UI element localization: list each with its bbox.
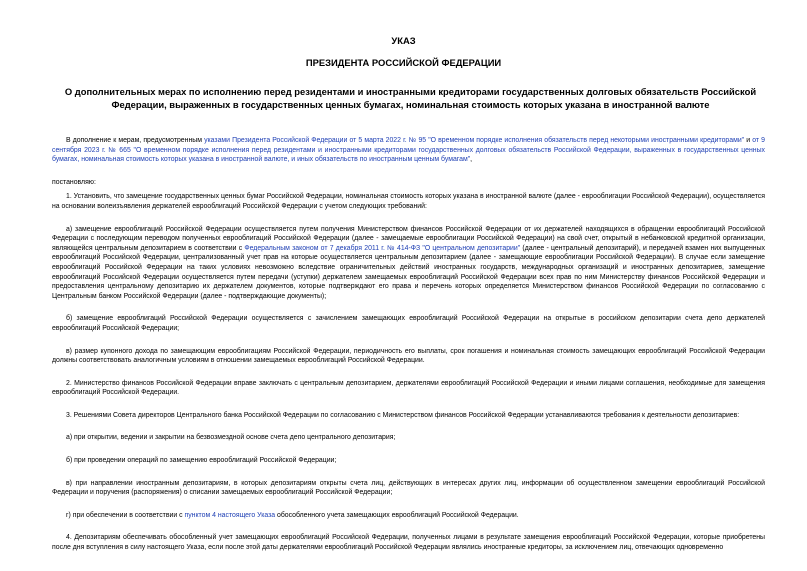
intro-text-2: и <box>744 137 753 144</box>
paragraph-3b: б) при проведении операций по замещению еврооблигаций Российской Федерации; <box>66 457 337 465</box>
link-decree-665[interactable]: от 9 сентября 2023 г. № 665 "О временном порядке исполнения перед резидентами и иностранными кредиторами государственных долговых обязательств Российской Федерации, выраженных в государственных ценных бумагах, номинальная стоимость которых указана в иностранной валюте, и иных обязательств по иностранным ценным бумагам" <box>52 137 765 164</box>
link-point-4[interactable]: пунктом 4 настоящего Указа <box>184 511 276 519</box>
paragraph-1a-text-2: (далее - центральный депозитарий), и передачей взамен них выпущенных еврооблигаций Российской Федерации, централизованный учет прав на которые осуществляется центральным депозитарием (далее - замещающие еврооблигации Российской Федерации). В случае если замещение еврооблигаций Российской Федерации на таких условиях невозможно вследствие ограничительных действий иностранных государств, международных организаций и иностранных депозитариев, замещение еврооблигаций Российской Федерации осуществляется путем передачи (уступки) держателем замещаемых еврооблигаций Российской Федерации всех прав по ним Министерству финансов Российской Федерации и предоставления центральному депозитарию их держателем документов, которые подтверждают его права и перечень которых определяется Министерством финансов Российской Федерации по согласованию с Центральным банком Российской Федерации (далее - подтверждающие документы); <box>52 244 765 300</box>
doc-subtitle: ПРЕЗИДЕНТА РОССИЙСКОЙ ФЕДЕРАЦИИ <box>305 57 502 68</box>
paragraph-3g-text-2: обособленного учета замещающих еврооблигаций Российской Федерации. <box>275 511 519 519</box>
paragraph-1c: в) размер купонного дохода по замещающим еврооблигациям Российской Федерации, периодичность его выплаты, срок погашения и номинальная стоимость замещающих еврооблигаций Российской Федерации должны соответствовать аналогичным условиям в отношении замещаемых еврооблигаций Российской Федерации. <box>52 347 765 365</box>
doc-title: УКАЗ <box>391 35 416 46</box>
link-federal-law-414[interactable]: Федеральным законом от 7 декабря 2011 г. № 414-ФЗ "О центральном депозитарии" <box>244 244 521 252</box>
paragraph-3c: в) при направлении иностранным депозитариям, в которых депозитариям открыты счета лиц, действующих в интересах других лиц, информации об осуществленном замещении еврооблигаций Российской Федерации и поручения (распоряжения) о списании замещаемых еврооблигаций Российской Федерации; <box>52 479 765 497</box>
doc-heading: О дополнительных мерах по исполнению перед резидентами и иностранными кредиторами государственных долговых обязательств Российской Федерации, выраженных в государственных ценных бумагах, номинальная стоимость которых указана в иностранной валюте <box>64 86 757 110</box>
paragraph-3a: а) при открытии, ведении и закрытии на безвозмездной основе счета депо центрального депозитария; <box>66 434 396 442</box>
intro-paragraph <box>52 136 765 165</box>
paragraph-3g <box>52 511 765 521</box>
doc-body <box>52 136 765 566</box>
link-decree-95[interactable]: указами Президента Российской Федерации от 5 марта 2022 г. № 95 "О временном порядке исполнения обязательств перед некоторыми иностранными кредиторами" <box>204 137 745 144</box>
paragraph-2: 2. Министерство финансов Российской Федерации вправе заключать с центральным депозитарием, держателями еврооблигаций Российской Федерации и иными лицами соглашения, необходимые для замещения еврооблигаций Российской Федерации. <box>52 379 765 397</box>
decree-word: постановляю: <box>52 178 96 186</box>
paragraph-4: 4. Депозитариям обеспечивать обособленный учет замещающих еврооблигаций Российской Федерации, полученных лицами в результате замещения еврооблигаций Российской Федерации, которые приобретены после дня вступления в силу настоящего Указа, если после этой даты держателями еврооблигаций Российской Федерации являлись иностранные кредиторы, за исключением лиц, отвечающих одновременно <box>52 534 765 552</box>
paragraph-1a-text-1: а) замещение еврооблигаций Российской Федерации осуществляется путем получения Министерством финансов Российской Федерации от их держателей находящихся в обращении еврооблигаций Российской Федерации с последующим переводом полученных еврооблигаций Российской Федерации (далее - замещаемые еврооблигации Российской Федерации) на свой счет, открытый в небанковской кредитной организации, являющейся центральным депозитарием в соответствии с <box>52 225 765 252</box>
paragraph-1b: б) замещение еврооблигаций Российской Федерации осуществляется с зачислением замещающих еврооблигаций Российской Федерации на открытые в российском депозитарии счета депо держателей еврооблигаций Российской Федерации; <box>52 315 765 332</box>
paragraph-3g-text-1: г) при обеспечении в соответствии с <box>66 511 185 519</box>
intro-text-3: , <box>470 156 473 164</box>
intro-text-1: В дополнение к мерам, предусмотренным <box>66 137 205 144</box>
paragraph-1: 1. Установить, что замещение государственных ценных бумаг Российской Федерации, номинальная стоимость которых указана в иностранной валюте (далее - еврооблигации Российской Федерации), осуществляется на основании волеизъявления держателей еврооблигаций Российской Федерации с учетом следующих требований: <box>52 193 765 210</box>
paragraph-1a <box>52 225 765 302</box>
paragraph-3: 3. Решениями Совета директоров Центрального банка Российской Федерации по согласованию с Министерством финансов Российской Федерации устанавливаются требования к деятельности депозитариев: <box>66 411 740 419</box>
